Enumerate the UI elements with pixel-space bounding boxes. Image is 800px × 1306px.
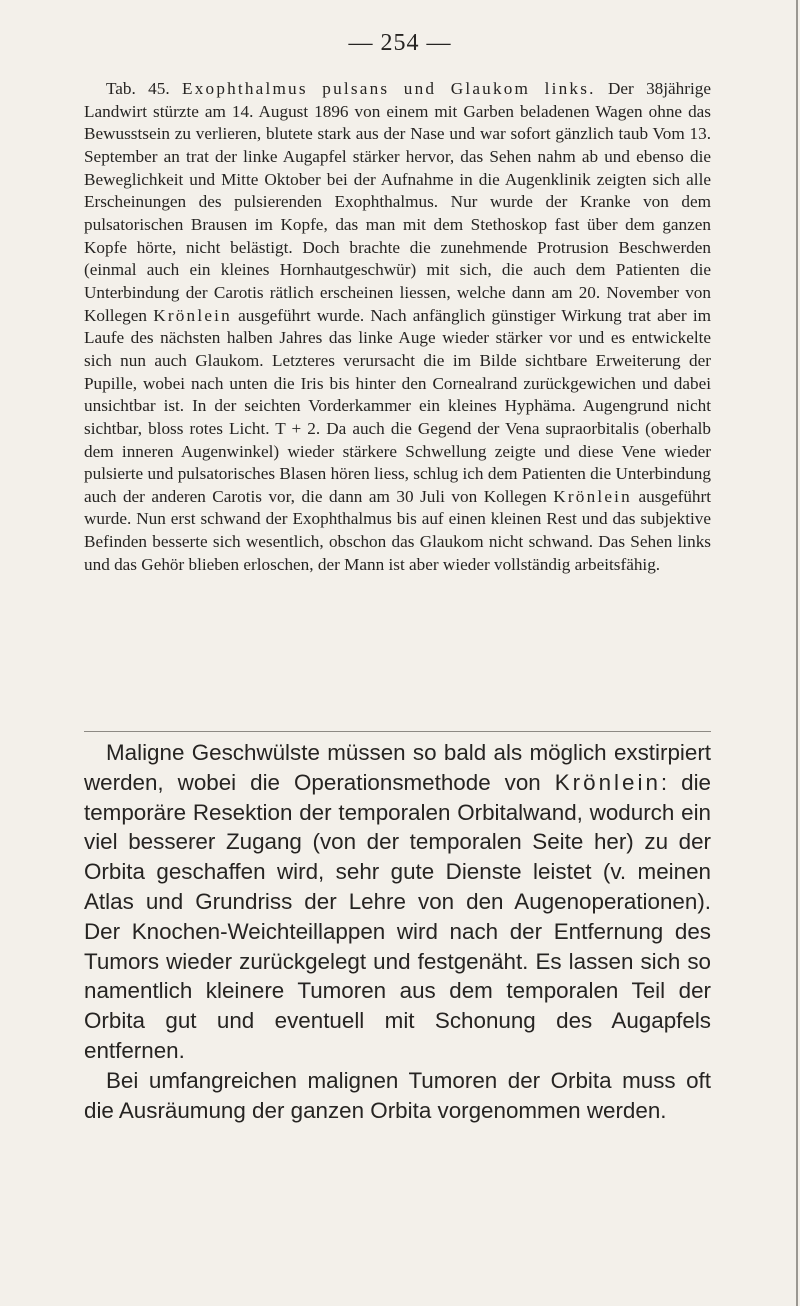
case-report-paragraph [84, 78, 711, 576]
page-edge-line [796, 0, 798, 1306]
case-text-part-3: ausgeführt wurde. Nun erst schwand der Exophthalmus bis auf einen kleinen Rest und das subjektive Befinden besserte sich wesentlich, obschon das Glaukom nicht schwand. Das Sehen links und das Gehör blieben erloschen, der Mann ist aber wieder vollständig arbeitsfähig. [84, 486, 712, 574]
main-paragraph-2: Bei umfangreichen malignen Tumoren der Orbita muss oft die Ausräumung der ganzen Orbita vorgenommen werden. [84, 1067, 711, 1123]
main-paragraph-1 [84, 738, 711, 1066]
case-report [84, 78, 711, 576]
case-name-kroenlein-2: Krönlein [553, 486, 632, 506]
case-heading: Exophthalmus pulsans und Glaukom links. [182, 79, 596, 98]
case-text-part-2: ausgeführt wurde. Nach anfänglich günstiger Wirkung trat aber im Laufe des nächsten halben Jahres das linke Auge wieder stärker vor und es entwickelte sich nun auch Glaukom. Letzteres verursacht die im Bilde sichtbare Erweiterung der Pupille, wobei nach unten die Iris bis hinter den Cornealrand zurückgewichen und dabei unsichtbar ist. In der seichten Vorderkammer ein kleines Hyphäma. Augengrund nicht sichtbar, bloss rotes Licht. T + 2. Da auch die Gegend der Vena supraorbitalis (oberhalb dem inneren Augenwinkel) wieder stärkere Schwellung zeigte und diese Vene wieder pulsierte und pulsatorisches Blasen hören liess, schlug ich dem Patienten die Unterbindung auch der anderen Carotis vor, die dann am 30 Juli von Kollegen [84, 305, 712, 506]
page-number: — 254 — [348, 30, 452, 56]
section-divider [84, 731, 711, 732]
case-label: Tab. 45. [106, 79, 170, 98]
case-text-part-1: Der 38jährige Landwirt stürzte am 14. August 1896 von einem mit Garben beladenen Wagen ohne das Bewusstsein zu verlieren, blutete stark aus der Nase und war sofort gänzlich taub Vom 13. September an trat der linke Augapfel stärker hervor, das Sehen nahm ab und ebenso die Beweglichkeit und Mitte Oktober bei der Aufnahme in die Augenklinik zeigten sich alle Erscheinungen des pulsierenden Exophthalmus. Nur wurde der Kranke von dem pulsatorischen Brausen im Kopfe, das man mit dem Stethoskop fast über dem ganzen Kopfe hörte, nicht belästigt. Doch brachte die zunehmende Protrusion Beschwerden (einmal auch ein kleines Hornhautgeschwür) mit sich, die auch dem Patienten die Unterbindung der Carotis rätlich erscheinen liessen, welche dann am 20. November von Kollegen [84, 79, 711, 325]
main-text-part-1: Maligne Geschwülste müssen so bald als möglich exstirpiert werden, wobei die Operationsmethode von [84, 740, 711, 795]
main-text [84, 738, 711, 1125]
case-name-kroenlein-1: Krönlein [153, 305, 232, 325]
main-name-kroenlein: Krönlein [554, 769, 661, 795]
main-text-part-2: : die temporäre Resektion der temporalen Orbitalwand, wodurch ein viel besserer Zugang (von der temporalen Seite her) zu der Orbita geschaffen wird, sehr gute Dienste leistet (v. meinen Atlas und Grundriss der Lehre von den Augenoperationen). Der Knochen-Weichteillappen wird nach der Entfernung des Tumors wieder zurückgelegt und festgenäht. Es lassen sich so namentlich kleinere Tumoren aus dem temporalen Teil der Orbita gut und eventuell mit Schonung des Augapfels entfernen. [84, 769, 711, 1063]
